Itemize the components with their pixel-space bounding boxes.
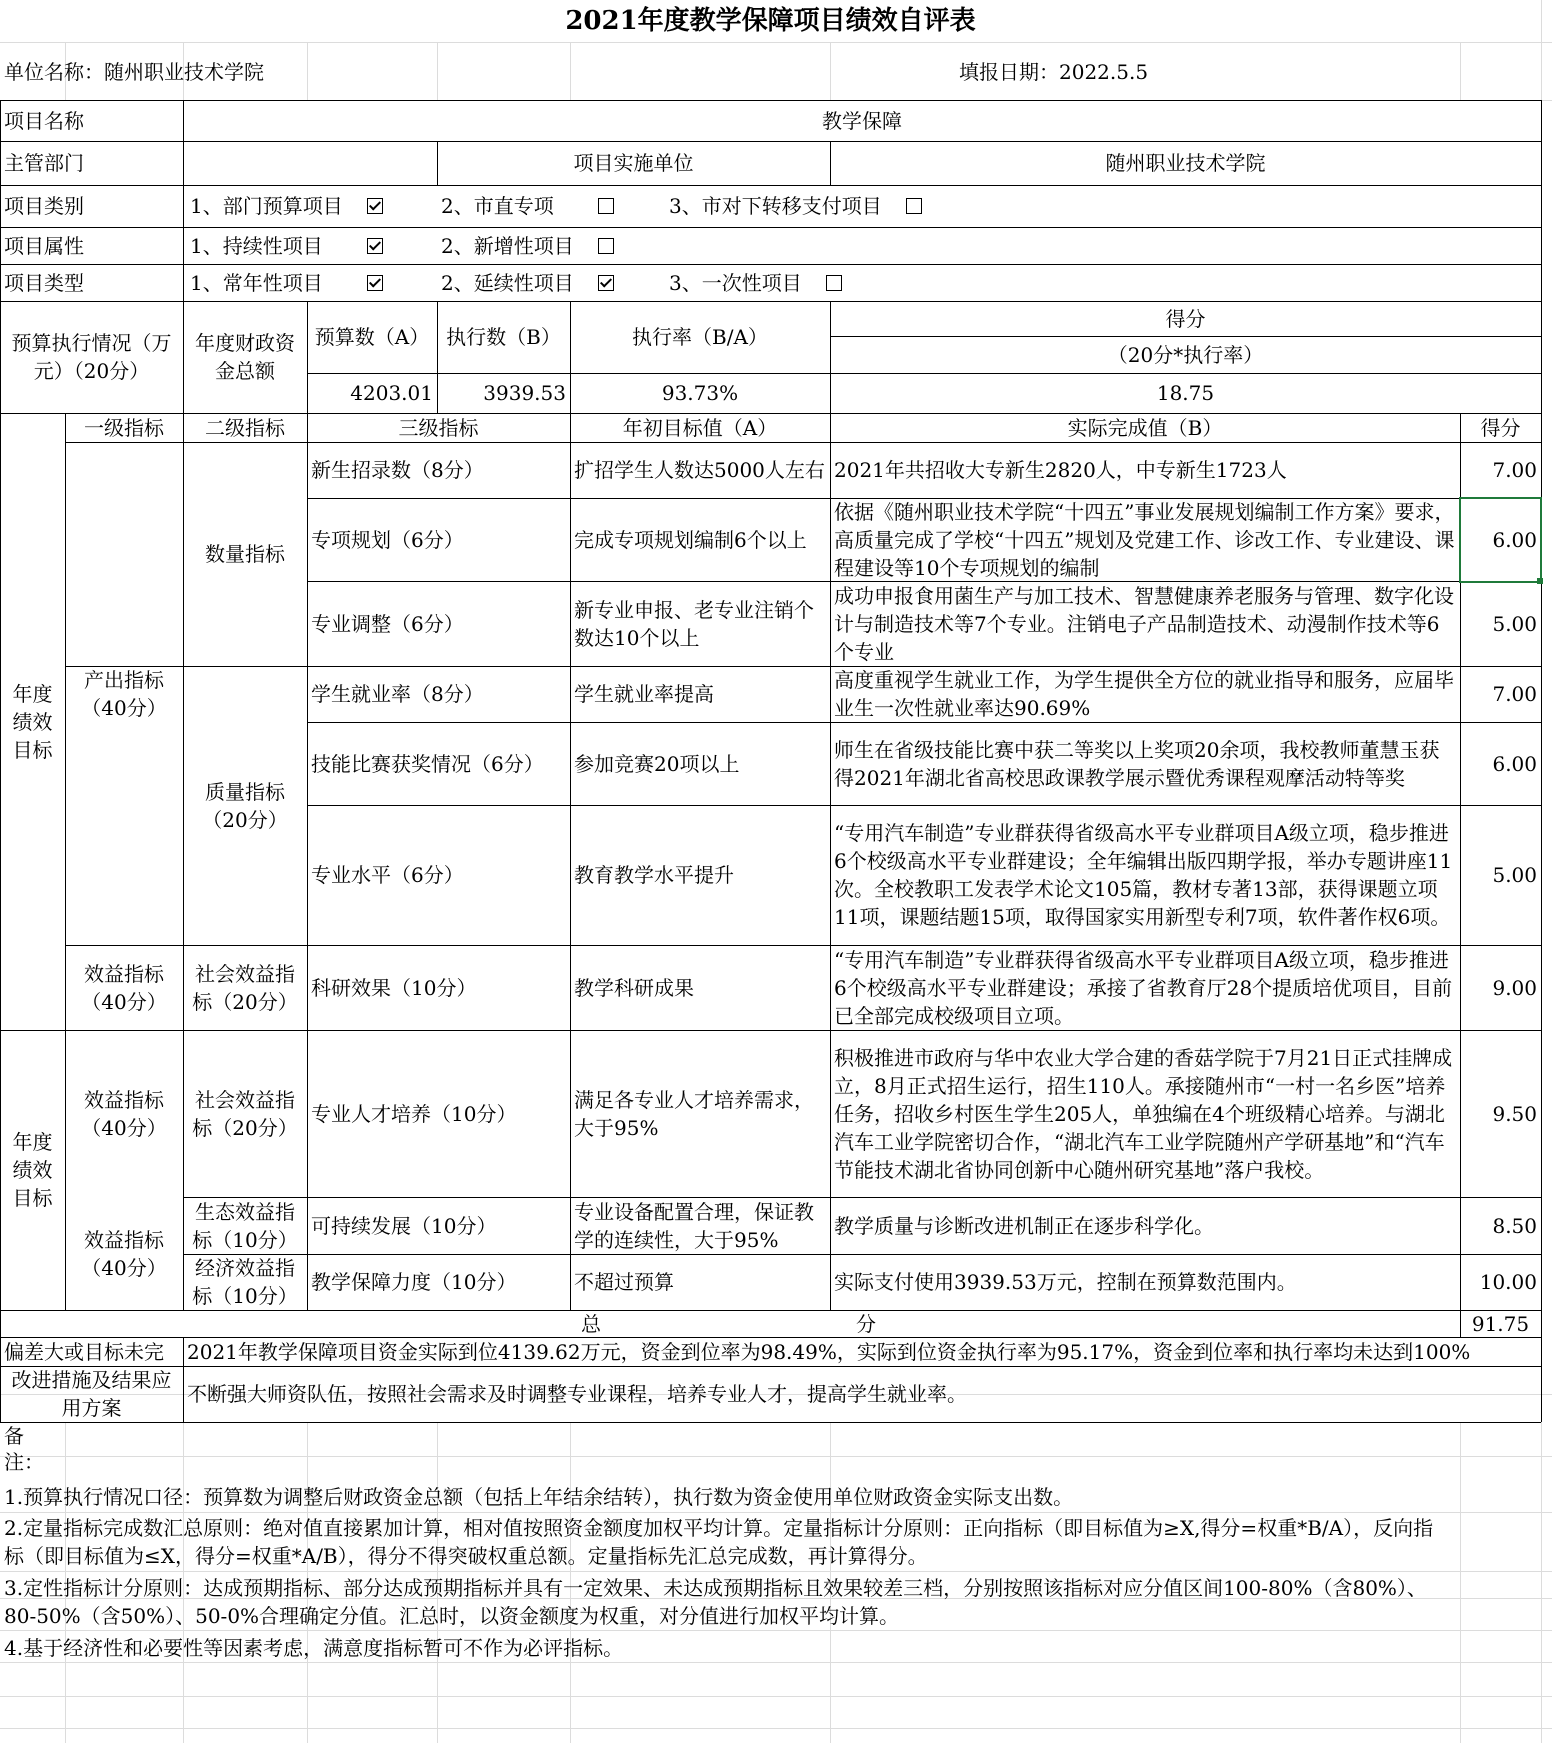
indicator-actual[interactable]: 师生在省级技能比赛中获二等奖以上奖项20余项，我校教师董慧玉获得2021年湖北省高校思政课教学展示暨优秀课程观摩活动特等奖: [834, 737, 1440, 790]
indicator-actual[interactable]: 依据《随州职业技术学院“十四五”事业发展规划编制工作方案》要求，高质量完成了学校“十四五”规划及党建工作、诊改工作、专业建设、课程建设等10个专项规划的编制: [834, 499, 1455, 580]
header-level2: 二级指标: [205, 415, 285, 440]
indicator-name[interactable]: 专业人才培养（10分）: [311, 1101, 517, 1126]
indicator-name[interactable]: 学生就业率（8分）: [311, 682, 484, 706]
notes-title-2: 注：: [4, 1450, 44, 1474]
fill-date-row: [955, 50, 1355, 94]
checkbox-empty-icon[interactable]: [598, 198, 614, 214]
checkbox-checked-icon[interactable]: [598, 275, 614, 291]
social-benefit-group-1: 社会效益指标（20分）: [192, 961, 298, 1014]
option-label: 3、一次性项目: [669, 270, 802, 295]
date-label: 填报日期：: [959, 60, 1059, 84]
impl-unit-value[interactable]: 随州职业技术学院: [1105, 151, 1266, 175]
page-title: 2021年度教学保障项目绩效自评表: [565, 6, 976, 36]
budget-score-value[interactable]: 18.75: [1156, 381, 1215, 405]
note-item-2: 2.定量指标完成数汇总原则：绝对值直接累加计算，相对值按照资金额度加权平均计算。定量指标计分原则：正向指标（即目标值为≥X,得分=权重*B/A），反向指标（即目标值为≤X，得分=权重*A/B），得分不得突破权重总额。定量指标先汇总完成数，再计算得分。: [4, 1516, 1434, 1568]
type-option-2[interactable]: [437, 264, 657, 301]
annual-goal-group-2: 年度绩效目标: [12, 1130, 53, 1210]
type-label: 项目类型: [4, 270, 84, 295]
note-item-1: 1.预算执行情况口径：预算数为调整后财政资金总额（包括上年结余结转），执行数为资金使用单位财政资金实际支出数。: [4, 1485, 1074, 1509]
quantity-indicator-group: 数量指标: [205, 542, 285, 566]
indicator-target[interactable]: 不超过预算: [574, 1270, 674, 1294]
indicator-score[interactable]: 9.00: [1492, 975, 1537, 1000]
execution-rate-value[interactable]: 93.73%: [661, 381, 739, 405]
indicator-name[interactable]: 技能比赛获奖情况（6分）: [311, 751, 544, 776]
indicator-target[interactable]: 新专业申报、老专业注销个数达10个以上: [574, 597, 814, 650]
indicator-name[interactable]: 新生招录数（8分）: [311, 458, 484, 482]
checkbox-empty-icon[interactable]: [906, 198, 922, 214]
total-score-value[interactable]: 91.75: [1471, 1311, 1530, 1336]
option-label: 2、新增性项目: [441, 233, 574, 258]
indicator-score[interactable]: 7.00: [1492, 682, 1537, 706]
indicator-target[interactable]: 满足各专业人才培养需求，大于95%: [574, 1087, 814, 1140]
category-option-3[interactable]: [665, 185, 985, 227]
checkbox-checked-icon[interactable]: [367, 275, 383, 291]
indicator-name[interactable]: 可持续发展（10分）: [311, 1213, 497, 1238]
type-option-1[interactable]: [186, 264, 436, 301]
executed-amount-label: 执行数（B）: [446, 325, 561, 349]
indicator-target[interactable]: 参加竞赛20项以上: [574, 751, 740, 776]
score-formula-label: （20分*执行率）: [1107, 342, 1264, 367]
indicator-target[interactable]: 学生就业率提高: [574, 682, 714, 706]
output-indicator-group: 产出指标（40分）: [81, 667, 167, 720]
checkbox-checked-icon[interactable]: [367, 238, 383, 254]
project-name-label: 项目名称: [4, 108, 84, 133]
execution-rate-label: 执行率（B/A）: [632, 325, 768, 349]
budget-score-label: 得分: [1165, 306, 1206, 331]
indicator-target[interactable]: 完成专项规划编制6个以上: [574, 527, 807, 552]
type-option-3[interactable]: [665, 264, 905, 301]
indicator-name[interactable]: 专业调整（6分）: [311, 611, 464, 636]
indicator-score[interactable]: 6.00: [1492, 751, 1537, 776]
indicator-target[interactable]: 教学科研成果: [574, 975, 694, 1000]
indicator-actual[interactable]: “专用汽车制造”专业群获得省级高水平专业群项目A级立项，稳步推进6个校级高水平专业群建设；全年编辑出版四期学报，举办专题讲座11次。全校教职工发表学术论文105篇，教材专著13部，获得课题立项11项，课题结题15项，取得国家实用新型专利7项，软件著作权6项。: [834, 821, 1453, 929]
indicator-target[interactable]: 教育教学水平提升: [574, 863, 734, 887]
unit-name-row: [0, 50, 600, 94]
category-option-2[interactable]: [437, 185, 637, 227]
option-label: 1、持续性项目: [190, 233, 323, 258]
dept-value[interactable]: [183, 141, 437, 185]
indicator-score[interactable]: 9.50: [1492, 1101, 1537, 1126]
social-benefit-group-2: 社会效益指标（20分）: [192, 1087, 298, 1140]
option-label: 3、市对下转移支付项目: [669, 194, 882, 218]
indicator-score[interactable]: 8.50: [1492, 1213, 1537, 1238]
indicator-actual[interactable]: 实际支付使用3939.53万元，控制在预算数范围内。: [834, 1270, 1297, 1294]
improvement-text[interactable]: 不断强大师资队伍，按照社会需求及时调整专业课程，培养专业人才，提高学生就业率。: [187, 1382, 967, 1406]
benefit-indicator-group-3: 效益指标（40分）: [81, 1227, 167, 1280]
indicator-actual[interactable]: 教学质量与诊断改进机制正在逐步科学化。: [834, 1213, 1214, 1238]
attribute-label: 项目属性: [4, 233, 84, 258]
header-actual: 实际完成值（B）: [1067, 415, 1223, 440]
improvement-label: 改进措施及结果应用方案: [11, 1368, 172, 1420]
notes-title-1: 备: [4, 1424, 24, 1448]
budget-execution-label: 预算执行情况（万元）（20分）: [11, 331, 172, 383]
project-name-value[interactable]: 教学保障: [822, 108, 902, 133]
indicator-name[interactable]: 教学保障力度（10分）: [311, 1270, 517, 1294]
checkbox-checked-icon[interactable]: [367, 198, 383, 214]
category-label: 项目类别: [4, 194, 84, 218]
unit-value: 随州职业技术学院: [104, 60, 264, 84]
total-label-char-1: 总: [581, 1311, 601, 1336]
indicator-target[interactable]: 扩招学生人数达5000人左右: [574, 458, 825, 482]
benefit-indicator-group-1: 效益指标（40分）: [81, 961, 167, 1014]
total-label-char-2: 分: [856, 1311, 876, 1336]
dept-label: 主管部门: [4, 151, 84, 175]
annual-fund-total-label: 年度财政资金总额: [195, 331, 295, 383]
header-score: 得分: [1480, 415, 1521, 440]
option-label: 2、市直专项: [441, 194, 554, 218]
indicator-name[interactable]: 专项规划（6分）: [311, 527, 464, 552]
checkbox-empty-icon[interactable]: [598, 238, 614, 254]
indicator-score[interactable]: 5.00: [1492, 611, 1537, 636]
indicator-score[interactable]: 6.00: [1492, 527, 1537, 552]
indicator-score[interactable]: 10.00: [1479, 1270, 1537, 1294]
indicator-score[interactable]: 5.00: [1492, 863, 1537, 887]
date-value: 2022.5.5: [1059, 60, 1149, 84]
indicator-actual[interactable]: 高度重视学生就业工作，为学生提供全方位的就业指导和服务，应届毕业生一次性就业率达90.69%: [834, 668, 1454, 720]
indicator-name[interactable]: 科研效果（10分）: [311, 975, 477, 1000]
header-target: 年初目标值（A）: [622, 415, 778, 440]
option-label: 2、延续性项目: [441, 270, 574, 295]
header-level3: 三级指标: [398, 415, 479, 440]
indicator-actual[interactable]: 2021年共招收大专新生2820人，中专新生1723人: [834, 458, 1287, 482]
annual-goal-group-1: 年度绩效目标: [12, 681, 53, 762]
budget-amount-label: 预算数（A）: [314, 325, 430, 349]
indicator-actual[interactable]: 积极推进市政府与华中农业大学合建的香菇学院于7月21日正式挂牌成立，8月正式招生运行，招生110人。承接随州市“一村一名乡医”培养任务，招收乡村医生学生205人，单独编在4个班级精心培养。与湖北汽车工业学院密切合作，“湖北汽车工业学院随州产学研基地”和“汽车节能技术湖北省协同创新中心随州研究基地”落户我校。: [834, 1045, 1453, 1182]
executed-amount-value[interactable]: 3939.53: [483, 381, 566, 405]
economic-benefit-group: 经济效益指标（10分）: [192, 1256, 298, 1308]
indicator-target[interactable]: 专业设备配置合理，保证教学的连续性，大于95%: [574, 1199, 814, 1252]
note-item-4: 4.基于经济性和必要性等因素考虑，满意度指标暂可不作为必评指标。: [4, 1636, 624, 1660]
indicator-name[interactable]: 专业水平（6分）: [311, 863, 464, 887]
option-label: 1、常年性项目: [190, 270, 323, 295]
attribute-option-2[interactable]: [437, 227, 677, 264]
indicator-score[interactable]: 7.00: [1492, 458, 1537, 482]
checkbox-empty-icon[interactable]: [826, 275, 842, 291]
note-item-3: 3.定性指标计分原则：达成预期指标、部分达成预期指标并具有一定效果、未达成预期指标且效果较差三档，分别按照该指标对应分值区间100-80%（含80%）、80-50%（含50%）、50-0%合理确定分值。汇总时，以资金额度为权重，对分值进行加权平均计算。: [4, 1576, 1427, 1628]
budget-amount-value[interactable]: 4203.01: [350, 381, 433, 405]
benefit-indicator-group-2: 效益指标（40分）: [81, 1087, 167, 1140]
header-level1: 一级指标: [84, 415, 164, 440]
deviation-label: 偏差大或目标未完: [4, 1339, 164, 1364]
quality-indicator-group: 质量指标（20分）: [202, 779, 288, 832]
category-option-1[interactable]: [186, 185, 436, 227]
attribute-option-1[interactable]: [186, 227, 436, 264]
deviation-text[interactable]: 2021年教学保障项目资金实际到位4139.62万元，资金到位率为98.49%，实际到位资金执行率为95.17%，资金到位率和执行率均未达到100%: [187, 1339, 1471, 1364]
unit-label: 单位名称：: [4, 60, 104, 84]
indicator-actual[interactable]: 成功申报食用菌生产与加工技术、智慧健康养老服务与管理、数字化设计与制造技术等7个专业。注销电子产品制造技术、动漫制作技术等6个专业: [834, 583, 1454, 664]
impl-unit-label: 项目实施单位: [573, 151, 694, 175]
eco-benefit-group: 生态效益指标（10分）: [192, 1199, 298, 1252]
option-label: 1、部门预算项目: [190, 194, 343, 218]
indicator-actual[interactable]: “专用汽车制造”专业群获得省级高水平专业群项目A级立项，稳步推进6个校级高水平专业群建设；承接了省教育厅28个提质培优项目，目前已全部完成校级项目立项。: [834, 947, 1453, 1028]
